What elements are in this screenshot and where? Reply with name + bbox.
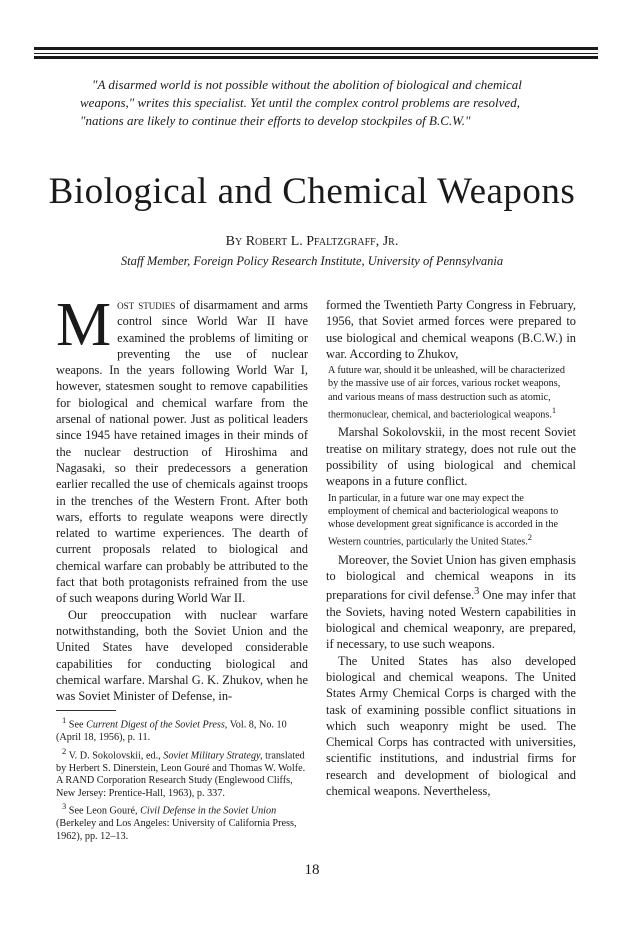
block-quote-1-note: 1 xyxy=(551,404,557,415)
footnote-3-post: (Berkeley and Los Angeles: University of California Press, 1962), pp. 12–13. xyxy=(56,818,297,842)
footnote-2-num: 2 xyxy=(62,745,67,756)
footnote-1 xyxy=(56,714,308,744)
header-rule-top xyxy=(34,47,598,50)
left-para-2: Our preoccupation with nuclear warfare notwithstanding, both the Soviet Union and the United States have developed considerable capabilities for conducting biological and chemical warfare. Marshal G. K. Zhukov, when he was Soviet Minister of Defense, in- xyxy=(56,607,308,704)
footnote-1-title: Current Digest of the Soviet Press, xyxy=(86,719,228,731)
footnote-rule xyxy=(56,710,116,711)
left-para-1 xyxy=(56,291,309,607)
footnote-2-title: Soviet Military Strategy, xyxy=(163,750,263,762)
block-quote-2 xyxy=(328,492,576,549)
right-para-3-text-a: Moreover, the Soviet Union has given emphasis to biological and chemical weapons in its preparations for civil defense. xyxy=(326,552,576,603)
footnote-3-title: Civil Defense in the Soviet Union xyxy=(140,805,277,817)
footnote-1-pre: See xyxy=(66,719,87,731)
article-title: Biological and Chemical Weapons xyxy=(48,171,576,212)
block-quote-1-text: A future war, should it be unleashed, will be characterized by the massive use of air forces, various rocket weapons, and various means of mass destruction such as atomic, thermonuclear, chemical, and bacteriological weapons. xyxy=(328,365,565,421)
author-affiliation: Staff Member, Foreign Policy Research Institute, University of Pennsylvania xyxy=(120,254,504,268)
right-para-4: The United States has also developed biological and chemical weapons. The United States Army Chemical Corps is charged with the task of examining possible conflict situations in which such weaponry might be used. The Chemical Corps has contracted with universities, scientific institutions, and industrial firms for research and development of biological and chemical weapons. Nevertheless, xyxy=(326,653,576,799)
right-para-3-note: 3 xyxy=(474,586,480,598)
intro-quote: "A disarmed world is not possible without the abolition of biological and chemical weapons," writes this specialist. Yet until the complex control problems are resolved, "nations are likely to continue their efforts to develop stockpiles of B.C.W." xyxy=(80,77,522,128)
block-quote-1 xyxy=(328,364,576,421)
footnote-3-pre: See Leon Gouré, xyxy=(66,805,141,817)
right-para-3-text-b: One may infer that the Soviets, having noted Western capabilities in biological and chemical weaponry, are prepared, if necessary, to use such weapons. xyxy=(326,588,576,652)
lead-small-caps: ost studies xyxy=(117,298,176,312)
footnote-2-pre: V. D. Sokolovskii, ed., xyxy=(66,750,164,762)
footnote-3 xyxy=(56,800,308,843)
footnote-1-num: 1 xyxy=(62,715,67,726)
header-rule-bottom xyxy=(34,56,598,59)
drop-cap: M xyxy=(56,291,112,359)
right-para-1: formed the Twentieth Party Congress in February, 1956, that Soviet armed forces were prepared to use biological and chemical weapons (B.C.W.) in war. According to Zhukov, xyxy=(326,298,576,361)
right-column xyxy=(326,297,576,799)
right-para-3 xyxy=(326,552,576,653)
right-para-2: Marshal Sokolovskii, in the most recent Soviet treatise on military strategy, does not rule out the possibility of using biological and chemical weapons in a future conflict. xyxy=(326,425,576,489)
footnote-2 xyxy=(56,745,308,800)
footnote-1-post: Vol. 8, No. 10 (April 18, 1956), p. 11. xyxy=(56,719,287,744)
block-quote-2-text: In particular, in a future war one may expect the employment of chemical and bacteriological weapons to whose development great significance is accorded in the Western countries, particularly the United States. xyxy=(328,492,559,548)
left-para-1-text: of disarmament and arms control since World War II have examined the problems of limiting or preventing the use of nuclear weapons. In the years following World War I, however, statesmen sought to remove capabilities for biological and chemical warfare from the arsenal of national power. Just as political leaders since 1945 have retained images in their minds of the nuclear destruction of Hiroshima and Nagasaki, so their predecessors a generation earlier recalled the use of chemicals against troops in the trenches of the Western Front. After both wars, efforts to regulate weapons were directly related to wartime experiences. The dearth of current proposals related to biological and chemical warfare can probably be attributed to the fact that both protagonists refrained from the use of such weapons during World War II. xyxy=(56,298,309,606)
page-number: 18 xyxy=(304,862,320,878)
left-column xyxy=(56,291,309,843)
footnote-3-num: 3 xyxy=(62,801,67,812)
block-quote-2-note: 2 xyxy=(527,532,533,543)
author-byline: By Robert L. Pfaltzgraff, Jr. xyxy=(225,234,399,249)
header-rule-middle xyxy=(34,53,598,54)
footnote-2-post: translated by Herbert S. Dinerstein, Leon Gouré and Thomas W. Wolfe. A RAND Corporation Research Study (Englewood Cliffs, New Jersey: Prentice-Hall, 1963), p. 337. xyxy=(56,750,306,799)
